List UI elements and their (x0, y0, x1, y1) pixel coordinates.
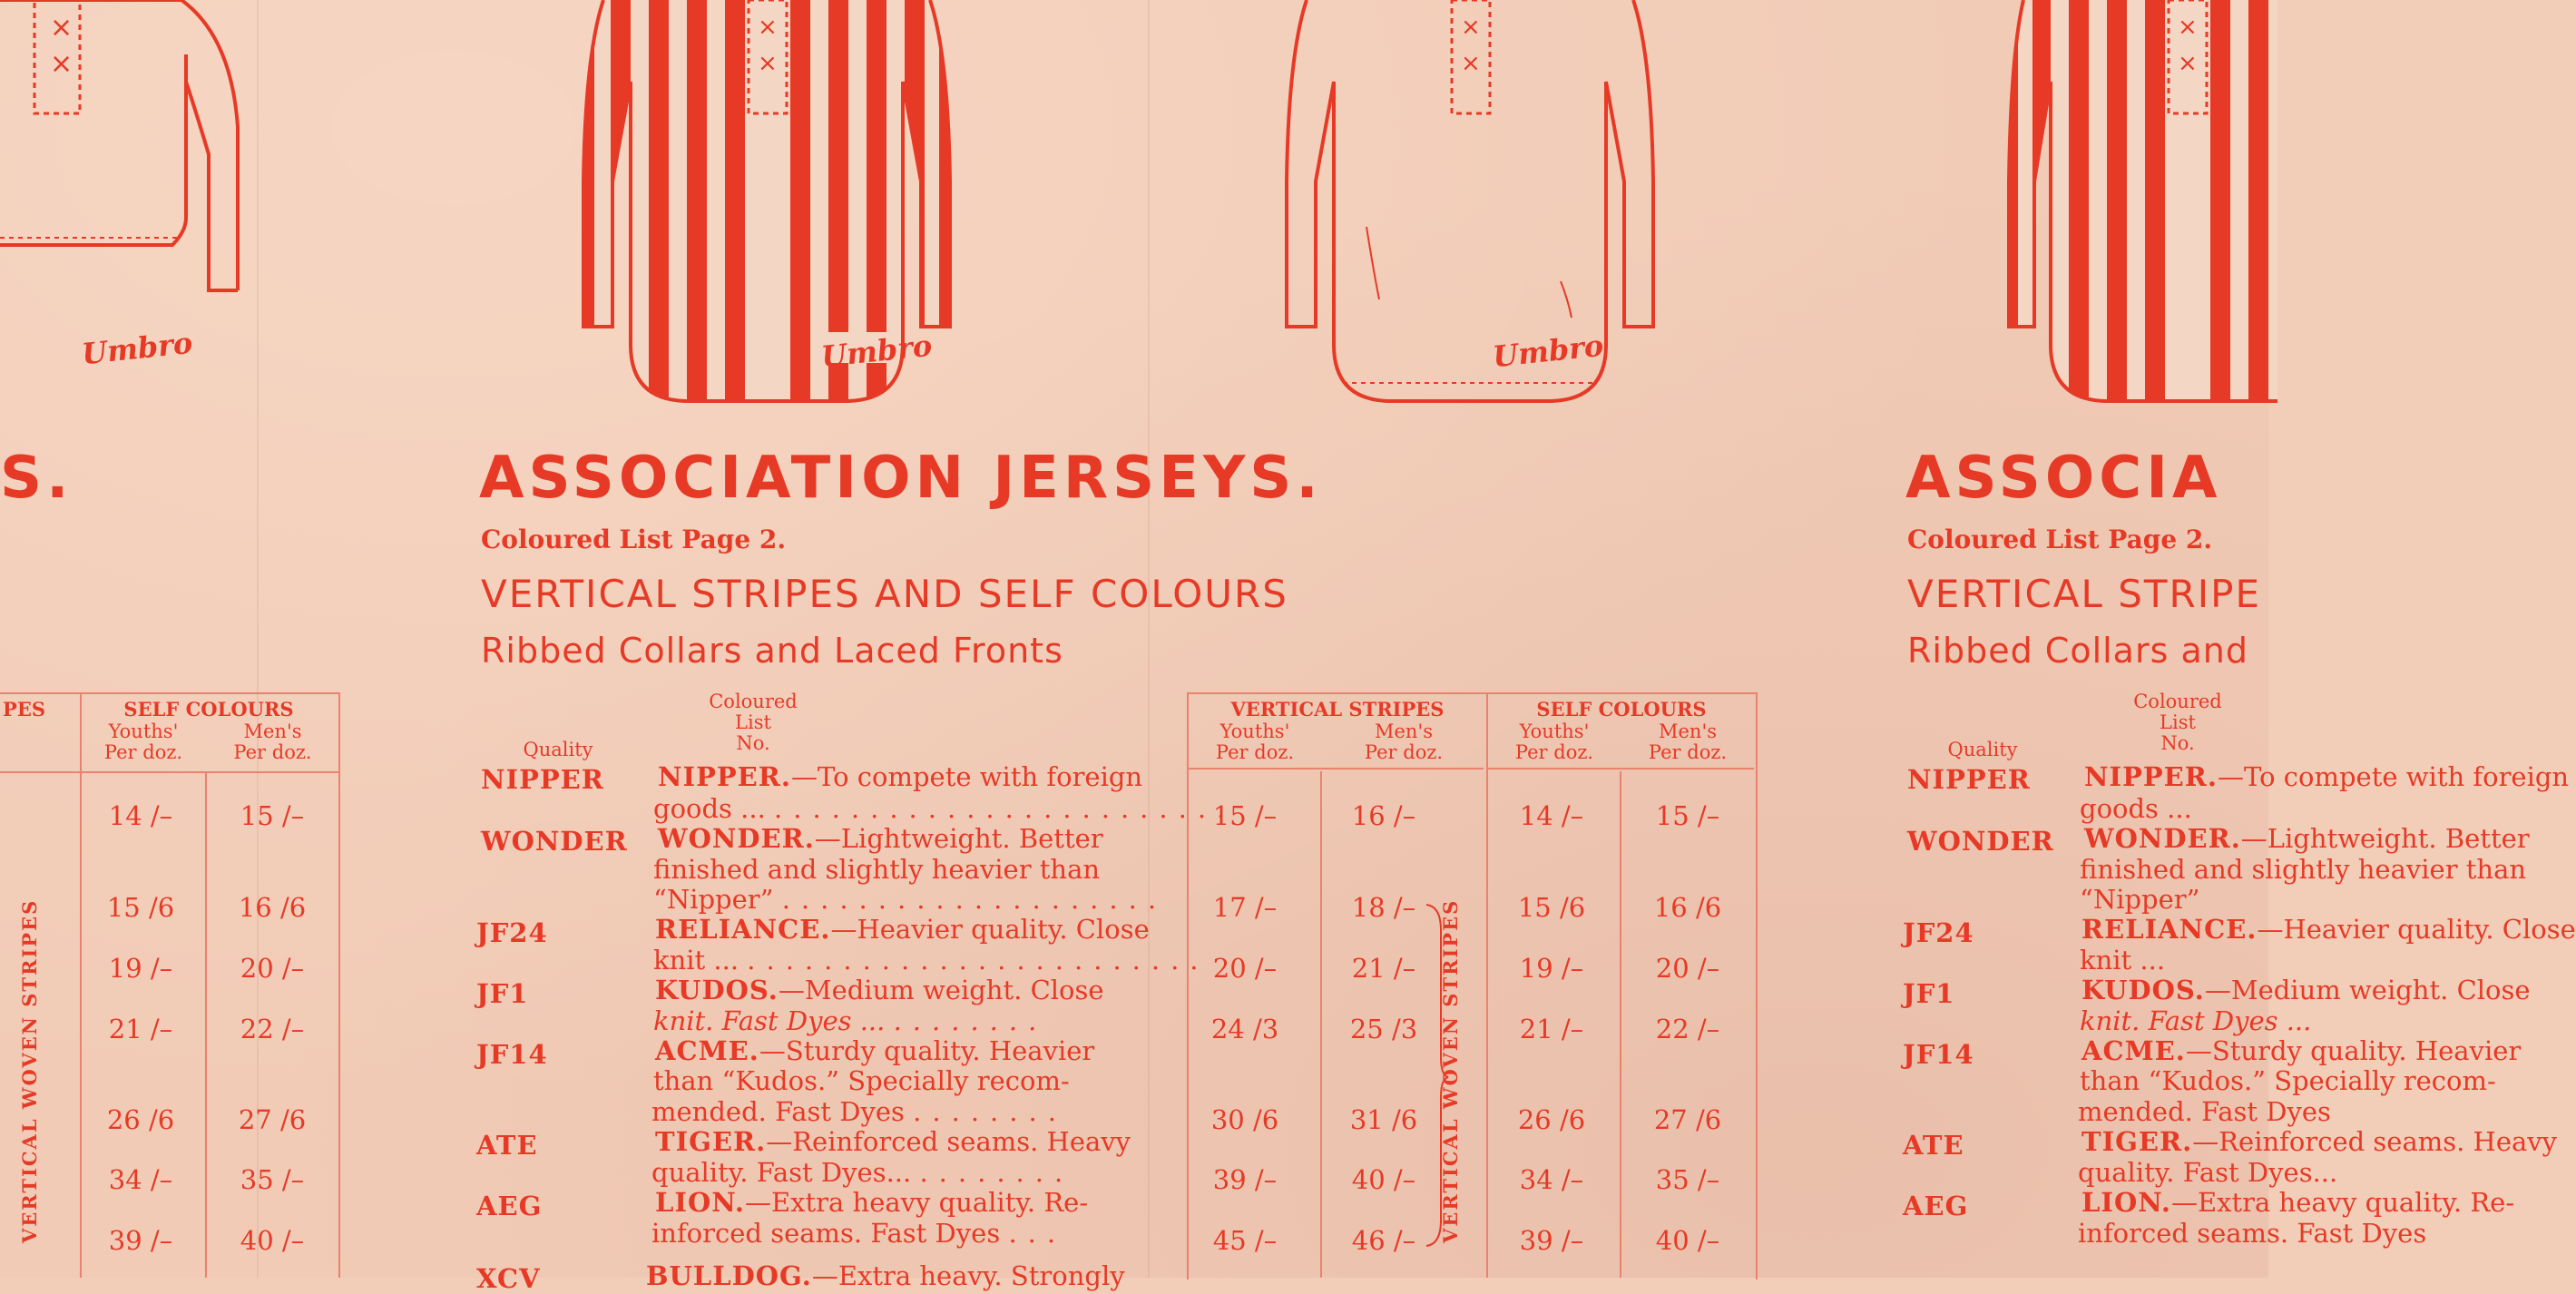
price: 22 /– (1655, 1014, 1720, 1044)
item-description: TIGER.—Reinforced seams. Heavy (2081, 1126, 2558, 1157)
svg-text:×: × (758, 14, 778, 41)
item-description-line: than “Kudos.” Specially recom- (653, 1065, 1070, 1096)
price: 25 /3 (1349, 1014, 1418, 1044)
side-label-vertical: VERTICAL WOVEN STRIPES (1439, 898, 1462, 1243)
price: 16 /– (1351, 800, 1416, 831)
table-rule (0, 771, 340, 773)
price: 15 /6 (106, 892, 175, 923)
youths-header: Youths' Per doz. (103, 721, 183, 763)
price: 15 /– (1655, 800, 1720, 831)
item-description: RELIANCE.—Heavier quality. Close (2081, 914, 2576, 945)
item-description-line: knit ... (2080, 945, 2166, 975)
svg-text:×: × (1461, 50, 1481, 77)
section-heading-fragment: VERTICAL STRIPE (1907, 572, 2261, 616)
price: 14 /– (1519, 800, 1584, 831)
youths-header: Youths' Per doz. (1215, 721, 1295, 763)
quality-code: XCV (476, 1263, 541, 1294)
item-description: LION.—Extra heavy quality. Re- (2081, 1187, 2515, 1218)
quality-code: WONDER (481, 826, 628, 857)
quality-code: AEG (476, 1191, 543, 1221)
quality-header: Quality (1947, 739, 2018, 760)
mens-header: Men's Per doz. (233, 721, 312, 763)
quality-header: Quality (523, 739, 593, 760)
table-rule (338, 692, 340, 1278)
item-description: TIGER.—Reinforced seams. Heavy (655, 1126, 1131, 1157)
quality-code: NIPPER (481, 764, 604, 795)
price: 34 /– (108, 1164, 173, 1195)
plain-jersey-illustration (0, 0, 254, 263)
price: 39 /– (1212, 1164, 1278, 1195)
self-colours-header: SELF COLOURS (1536, 698, 1707, 721)
table-rule (1189, 768, 1484, 770)
item-description-line: mended. Fast Dyes ........ (651, 1096, 1067, 1127)
table-rule (205, 771, 207, 1278)
svg-text:×: × (1461, 14, 1481, 41)
price: 20 /– (1212, 953, 1278, 984)
item-description: NIPPER.—To compete with foreign (658, 761, 1143, 792)
table-row-cut (0, 1260, 1180, 1294)
quality-code: JF1 (476, 978, 529, 1009)
item-description-line: knit. Fast Dyes ... ........ (653, 1005, 1048, 1036)
quality-code: JF1 (1903, 978, 1955, 1009)
table-rule (1320, 771, 1322, 1278)
item-description: ACME.—Sturdy quality. Heavier (655, 1035, 1095, 1066)
price: 31 /6 (1349, 1104, 1418, 1135)
price: 21 /– (108, 1014, 173, 1044)
table-rule (80, 692, 82, 1278)
self-colours-header: SELF COLOURS (123, 698, 294, 721)
item-description-line: inforced seams. Fast Dyes ... (651, 1218, 1067, 1249)
umbro-logo: Umbro (819, 328, 934, 375)
quality-code: WONDER (1907, 826, 2054, 857)
price: 15 /6 (1517, 892, 1586, 923)
quality-code: ATE (476, 1130, 538, 1161)
price: 24 /3 (1210, 1014, 1279, 1044)
table-rule (1488, 768, 1754, 770)
item-description-line: “Nipper” (2080, 884, 2200, 915)
price: 21 /– (1351, 953, 1416, 984)
item-description-line: goods ... ........................ (653, 793, 1237, 824)
price: 35 /– (1655, 1164, 1720, 1195)
side-label-vertical: VERTICAL WOVEN STRIPES (18, 898, 41, 1243)
price: 35 /– (240, 1164, 305, 1195)
price: 40 /– (1655, 1225, 1720, 1256)
quality-code: JF24 (1903, 917, 1974, 948)
price: 14 /– (108, 800, 173, 831)
item-description-line: inforced seams. Fast Dyes (2078, 1218, 2427, 1249)
quality-code: JF24 (476, 917, 548, 948)
table-top-rule (0, 692, 340, 694)
youths-header: Youths' Per doz. (1514, 721, 1594, 763)
item-description-line: quality. Fast Dyes... (2078, 1157, 2338, 1188)
svg-text:×: × (2178, 50, 2198, 77)
quality-code: ATE (1903, 1130, 1964, 1161)
item-description-line: finished and slightly heavier than (2080, 854, 2527, 885)
list-page-label: Coloured List Page 2. (481, 524, 787, 554)
mens-header: Men's Per doz. (1648, 721, 1728, 763)
quality-code: AEG (1903, 1191, 1969, 1221)
svg-text:×: × (50, 12, 73, 44)
list-no-header: Coloured List No. (709, 691, 798, 754)
item-description: BULLDOG.—Extra heavy. Strongly (646, 1260, 1125, 1291)
price: 19 /– (1519, 953, 1584, 984)
item-description-line: knit ... ........................ (653, 945, 1210, 975)
price: 39 /– (108, 1225, 173, 1256)
item-description-line: goods ... (2080, 793, 2192, 824)
fold-line (1148, 0, 1150, 1278)
item-description-line: “Nipper” .................... (653, 884, 1168, 915)
stripes-header-fragment: PES (3, 698, 45, 721)
price: 19 /– (108, 953, 173, 984)
price: 18 /– (1351, 892, 1416, 923)
price: 26 /6 (106, 1104, 175, 1135)
section-heading: VERTICAL STRIPES AND SELF COLOURS (481, 572, 1288, 616)
mens-header: Men's Per doz. (1364, 721, 1444, 763)
item-description: KUDOS.—Medium weight. Close (2081, 975, 2531, 1005)
price: 20 /– (240, 953, 305, 984)
title-fragment: S. (0, 445, 73, 512)
item-description: ACME.—Sturdy quality. Heavier (2081, 1035, 2522, 1066)
item-description-line: quality. Fast Dyes... ........ (651, 1157, 1074, 1188)
price: 16 /6 (238, 892, 307, 923)
price: 17 /– (1212, 892, 1278, 923)
quality-code: NIPPER (1907, 764, 2031, 795)
svg-text:×: × (50, 48, 73, 80)
list-no-header: Coloured List No. (2133, 691, 2222, 754)
svg-text:×: × (2178, 14, 2198, 41)
title-fragment: ASSOCIA (1905, 445, 2222, 512)
svg-text:×: × (758, 50, 778, 77)
price: 39 /– (1519, 1225, 1584, 1256)
table-rule (1620, 771, 1621, 1278)
item-description: WONDER.—Lightweight. Better (2084, 823, 2530, 854)
item-description: WONDER.—Lightweight. Better (658, 823, 1103, 854)
table-rule (1486, 692, 1488, 1278)
umbro-logo: Umbro (1491, 328, 1605, 375)
price: 45 /– (1212, 1225, 1278, 1256)
item-description-line: finished and slightly heavier than (653, 854, 1101, 885)
item-description-line: knit. Fast Dyes ... (2080, 1005, 2312, 1036)
price: 15 /– (240, 800, 305, 831)
price: 46 /– (1351, 1225, 1416, 1256)
price: 26 /6 (1517, 1104, 1586, 1135)
price: 34 /– (1519, 1164, 1584, 1195)
umbro-logo: Umbro (80, 325, 194, 372)
item-description-line: than “Kudos.” Specially recom- (2080, 1065, 2496, 1096)
striped-jersey-illustration (2005, 0, 2277, 408)
price: 21 /– (1519, 1014, 1584, 1044)
price: 27 /6 (238, 1104, 307, 1135)
page-title: ASSOCIATION JERSEYS. (479, 445, 1323, 512)
fold-line (257, 0, 259, 1278)
price: 40 /– (1351, 1164, 1416, 1195)
item-description: NIPPER.—To compete with foreign (2084, 761, 2570, 792)
price: 16 /6 (1653, 892, 1722, 923)
item-description: RELIANCE.—Heavier quality. Close (655, 914, 1150, 945)
quality-code: JF14 (476, 1039, 548, 1070)
item-description: KUDOS.—Medium weight. Close (655, 975, 1104, 1005)
quality-code: JF14 (1903, 1039, 1974, 1070)
vertical-stripes-header: VERTICAL STRIPES (1230, 698, 1445, 721)
section-subheading-fragment: Ribbed Collars and (1907, 631, 2248, 671)
price: 27 /6 (1653, 1104, 1722, 1135)
price: 15 /– (1212, 800, 1278, 831)
price: 30 /6 (1210, 1104, 1279, 1135)
item-description: LION.—Extra heavy quality. Re- (655, 1187, 1089, 1218)
section-subheading: Ribbed Collars and Laced Fronts (481, 631, 1063, 671)
price: 22 /– (240, 1014, 305, 1044)
item-description-line: mended. Fast Dyes (2078, 1096, 2331, 1127)
list-page-label: Coloured List Page 2. (1907, 524, 2213, 554)
price: 20 /– (1655, 953, 1720, 984)
price: 40 /– (240, 1225, 305, 1256)
